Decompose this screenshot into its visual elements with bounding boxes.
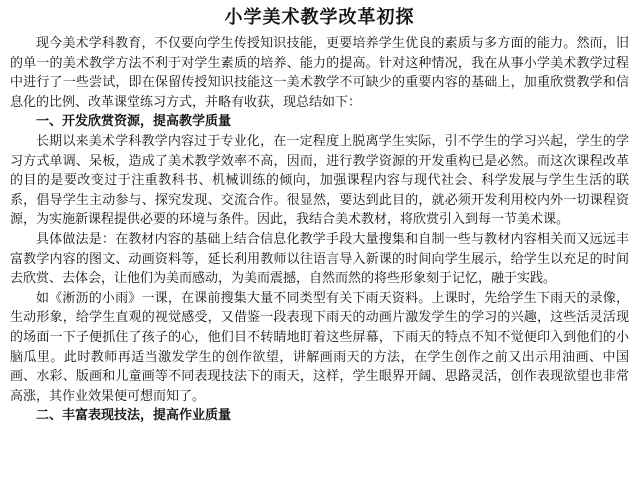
document-title: 小学美术教学改革初探 — [224, 7, 415, 28]
body-paragraph: 如《淅沥的小雨》一课，在课前搜集大量不同类型有关下雨天资料。上课时，先给学生下雨天的录像，生动形象，给学生直观的视觉感受，又借鉴一段表现下雨天的动画片激发学生的学习的兴趣，这些活灵活现的场面一下子便抓住了孩子的心，他们目不转睛地盯着这些屏幕，下雨天的特点不知不觉便印入到他们的小脑瓜里。此时教师再适当激发学生的创作欲望，讲解画雨天的方法，在学生创作之前又出示用油画、中国画、水彩、版画和儿童画等不同表现技法下的雨天，这样，学生眼界开阔、思路灵活，创作表现欲望也非常高涨，其作业效果便可想而知了。 — [10, 290, 629, 404]
body-paragraph: 具体做法是：在教材内容的基础上结合信息化教学手段大量搜集和自制一些与教材内容相关而又远远丰富教学内容的图文、动画资料等，延长利用教师以往语言导入新课的时间向学生展示，给学生以充足的时间去欣赏、去体会，让他们为美而感动，为美而震撼，自然而然的将些形象刻于记忆，融于实践。 — [10, 231, 629, 287]
intro-paragraph: 现今美术学科教育，不仅要向学生传授知识技能，更要培养学生优良的素质与多方面的能力。然而，旧的单一的美术教学方法不利于对学生素质的培养、能力的提高。针对这种情况，我在从事小学美术教学过程中进行了一些尝试，即在保留传授知识技能这一美术教学不可缺少的重要内容的基础上，加重欣赏教学和信息化的比例、改革课堂练习方式，并略有收获，现总结如下： — [10, 36, 629, 110]
body-paragraph: 长期以来美术学科教学内容过于专业化，在一定程度上脱离学生实际，引不学生的学习兴起，学生的学习方式单调、呆板，造成了美术教学效率不高，因而，进行教学资源的开发重构已是必然。而这次课程改革的目的是要改变过于注重教科书、机械训练的倾向，加强课程内容与现代社会、科学发展与学生生活的联系，倡导学生主动参与、探究发现、交流合作。很显然，要达到此目的，就必须开发利用校内外一切课程资源，为实施新课程提供必要的环境与条件。因此，我结合美术教材，将欣赏引入到每一节美术课。 — [10, 133, 629, 228]
section-heading-2: 二、丰富表现技法，提高作业质量 — [36, 408, 232, 424]
section-heading-1: 一、开发欣赏资源，提高教学质量 — [36, 114, 232, 130]
